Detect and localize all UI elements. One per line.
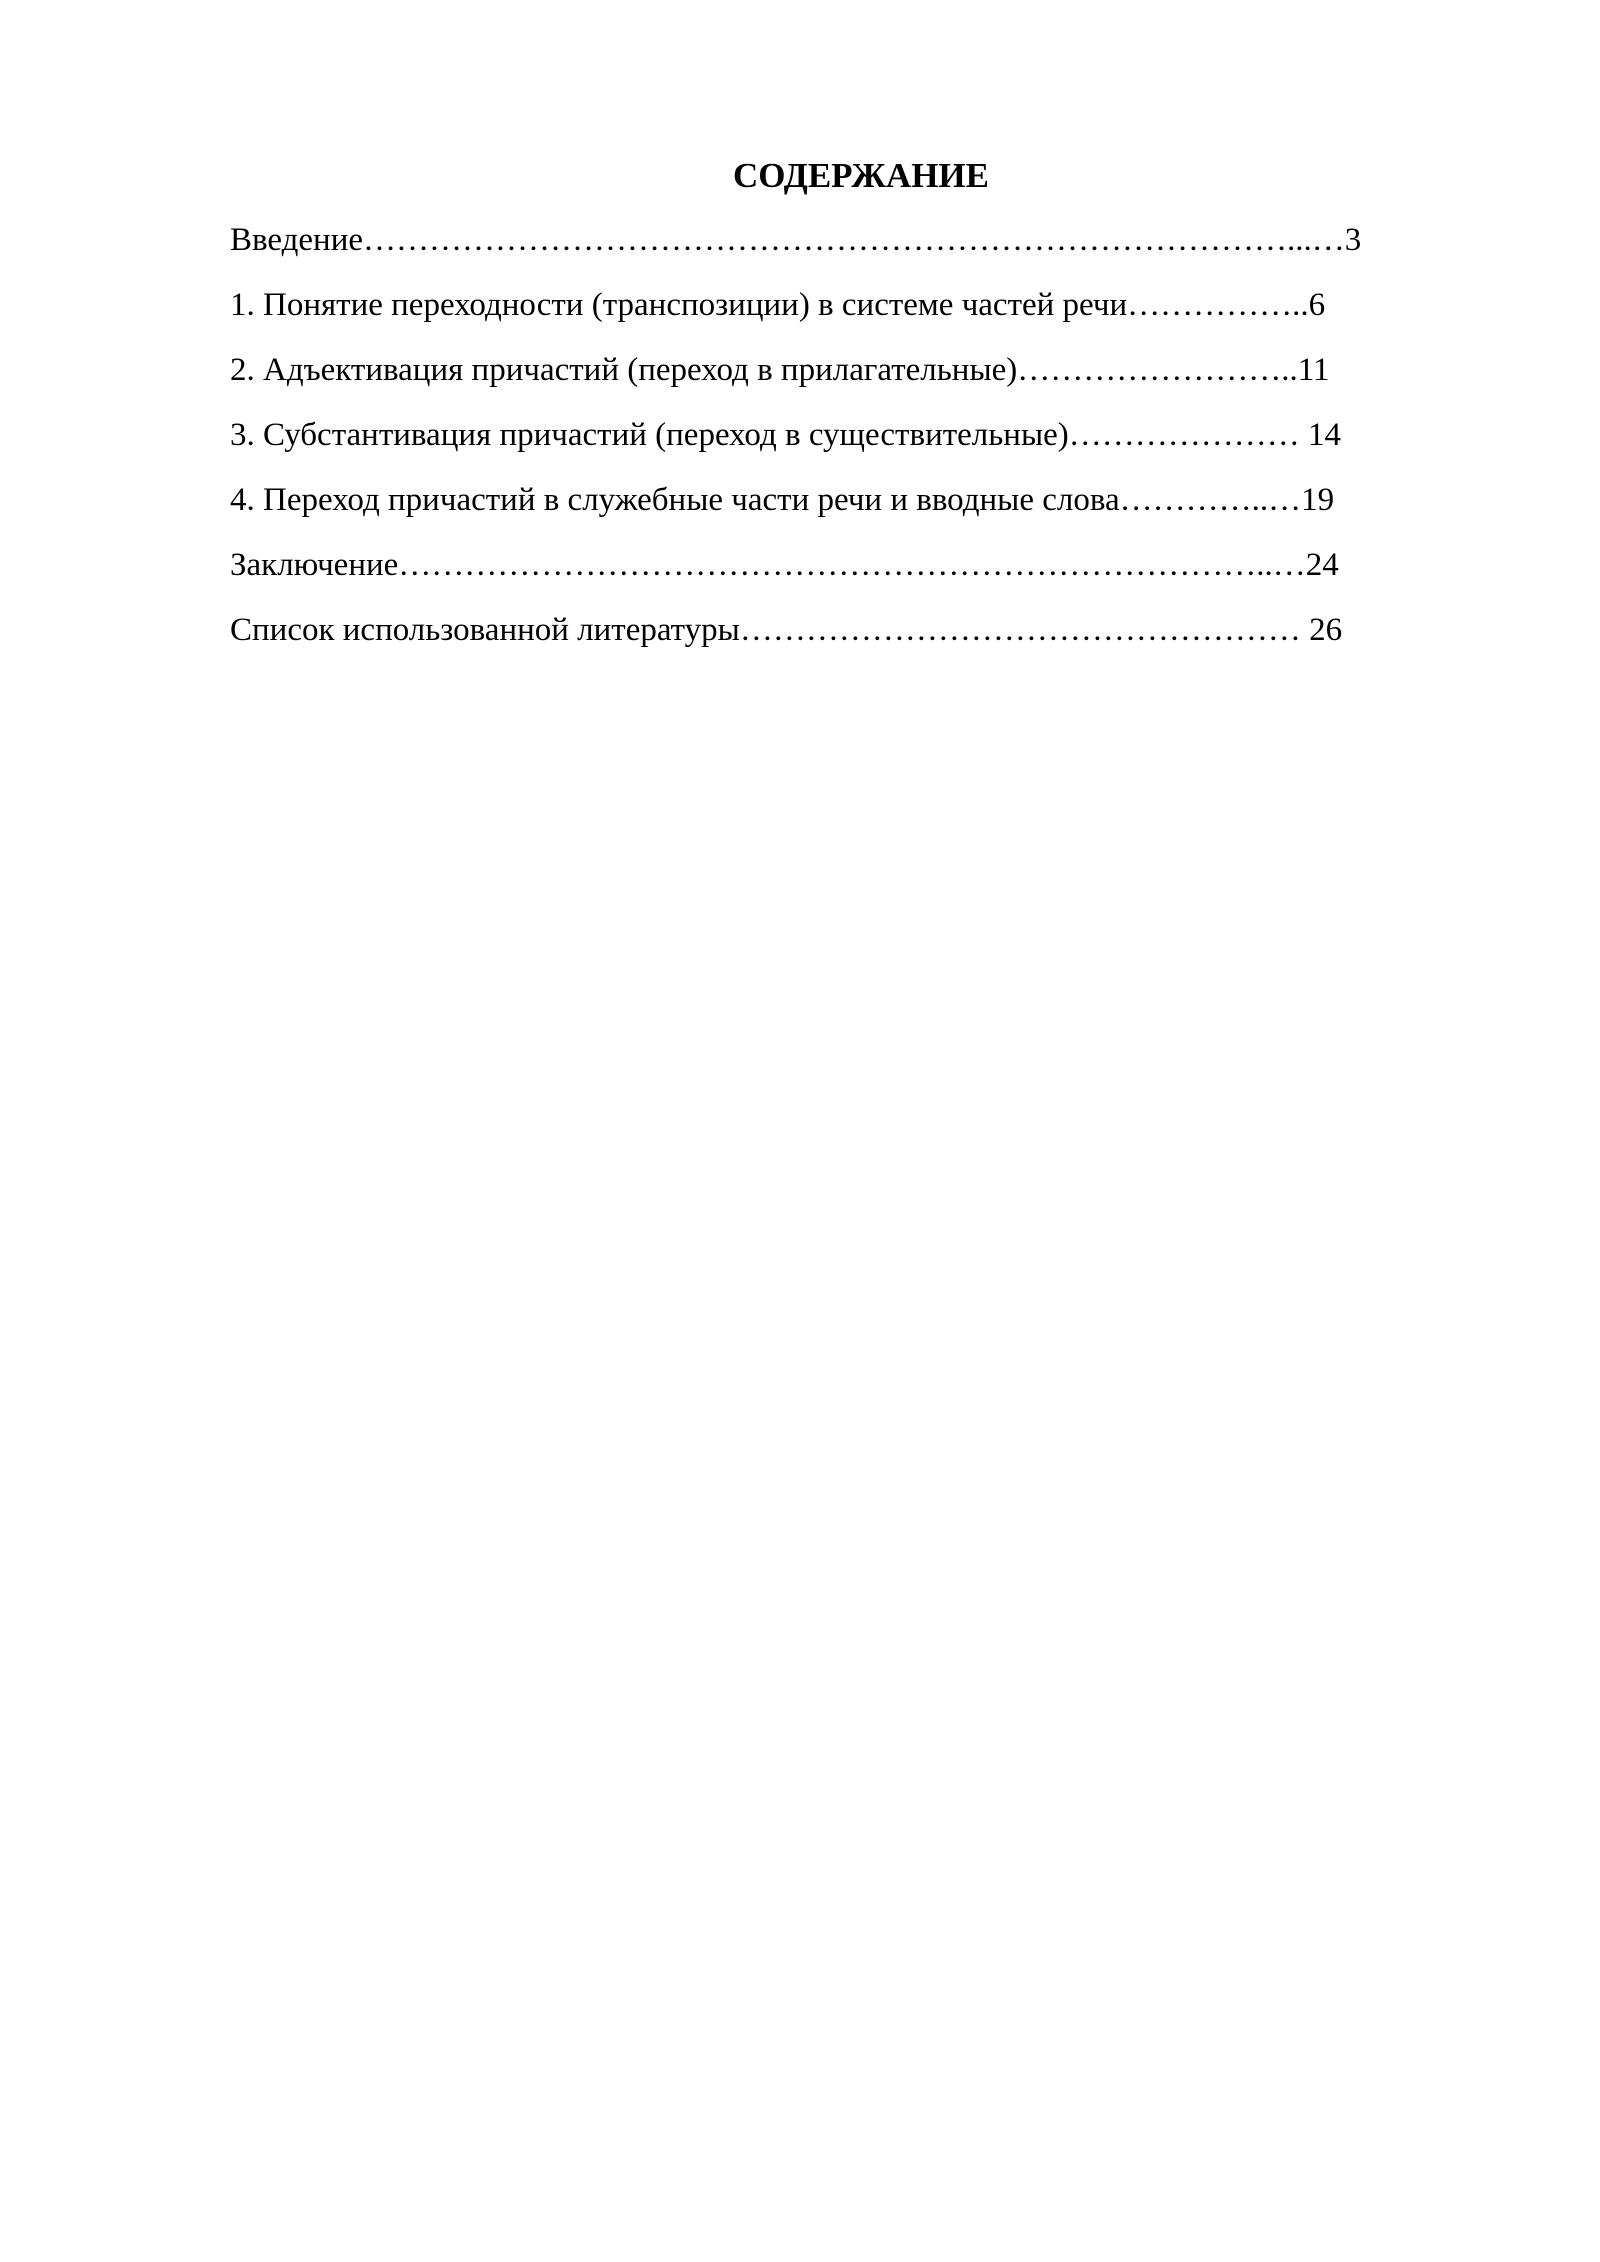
toc-entry-conclusion: Заключение……………………………………………………………………..…24 [230, 547, 1339, 583]
table-of-contents [230, 148, 1492, 663]
toc-entry-chapter-1: 1. Понятие переходности (транспозиции) в системе частей речи……………..6 [230, 287, 1326, 323]
toc-title: СОДЕРЖАНИЕ [732, 156, 989, 195]
toc-entry-introduction: Введение…………………………………………………………………………...…3 [230, 222, 1362, 258]
toc-entry-chapter-4: 4. Переход причастий в служебные части речи и вводные слова…………..…19 [230, 482, 1335, 518]
toc-entry-bibliography: Список использованной литературы…………………………………………… 26 [230, 612, 1343, 648]
toc-entry-chapter-3: 3. Субстантивация причастий (переход в существительные)………………… 14 [230, 417, 1342, 453]
toc-entry-chapter-2: 2. Адъективация причастий (переход в прилагательные)……………………..11 [230, 352, 1330, 388]
